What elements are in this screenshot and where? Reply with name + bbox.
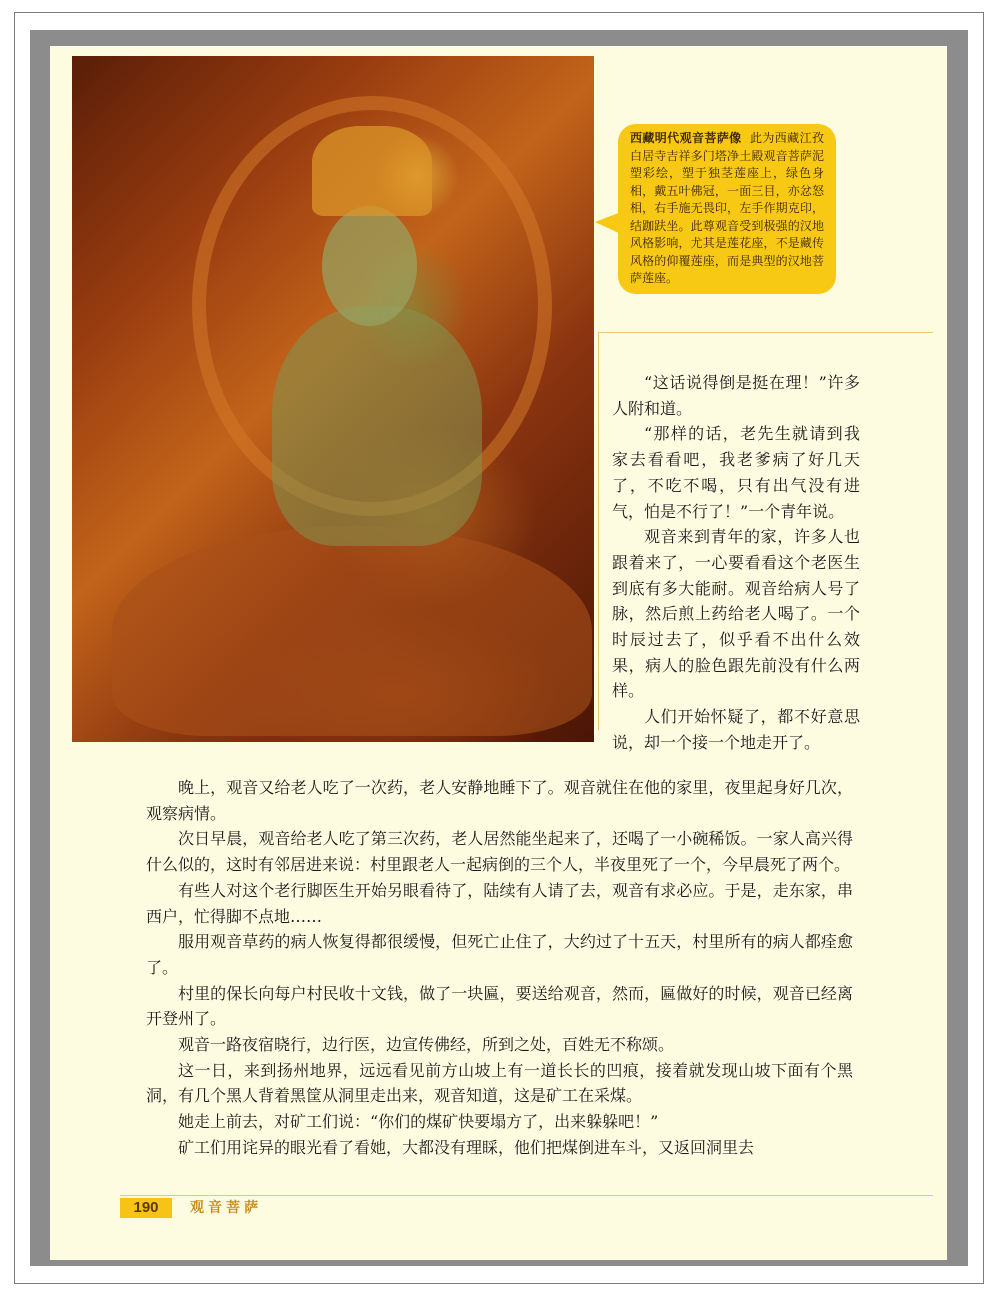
paragraph: 次日早晨，观音给老人吃了第三次药，老人居然能坐起来了，还喝了一小碗稀饭。一家人高兴得什么似的，这时有邻居进来说：村里跟老人一起病倒的三个人，半夜里死了一个，今早晨死了两个。 — [146, 829, 853, 875]
paragraph: “这话说得倒是挺在理！”许多人附和道。 — [612, 373, 860, 418]
page-number: 190 — [120, 1198, 172, 1218]
caption-title: 西藏明代观音菩萨像 — [630, 131, 742, 145]
paragraph: 有些人对这个老行脚医生开始另眼看待了，陆续有人请了去，观音有求必应。于是，走东家，串西户，忙得脚不点地…… — [146, 880, 853, 926]
paragraph: 晚上，观音又给老人吃了一次药，老人安静地睡下了。观音就住在他的家里，夜里起身好几次，观察病情。 — [146, 778, 853, 823]
divider-vertical — [598, 332, 599, 730]
paragraph: 她走上前去，对矿工们说：“你们的煤矿快要塌方了，出来躲躲吧！” — [178, 1112, 659, 1132]
running-title: 观音菩萨 — [190, 1200, 262, 1216]
photo-lotus-seat — [112, 526, 592, 736]
caption-text: 此为西藏江孜白居寺吉祥多门塔净土殿观音菩萨泥塑彩绘，塑于独茎莲座上，绿色身相，戴五叶佛冠，一面三目，亦忿怒相，右手施无畏印，左手作期克印，结跏趺坐。此尊观音受到极强的汉地风格影响，尤其是莲花座，不是藏传风格的仰覆莲座，而是典型的汉地菩萨莲座。 — [630, 131, 824, 285]
paragraph: “那样的话，老先生就请到我家去看看吧，我老爹病了好几天了，不吃不喝，只有出气没有进气，怕是不行了！”一个青年说。 — [612, 424, 860, 521]
photo-figure-body — [272, 306, 482, 546]
main-body-text — [146, 775, 853, 1161]
photo-caption — [618, 124, 836, 294]
paragraph: 服用观音草药的病人恢复得都很缓慢，但死亡止住了，大约过了十五天，村里所有的病人都痊愈了。 — [146, 932, 853, 977]
photo-crown — [312, 126, 432, 216]
guanyin-statue-photo — [72, 56, 594, 742]
paragraph: 人们开始怀疑了，都不好意思说，却一个接一个地走开了。 — [612, 707, 860, 752]
divider-horizontal — [598, 332, 933, 333]
side-column-text — [612, 370, 860, 756]
paragraph: 观音一路夜宿晓行，边行医，边宣传佛经，所到之处，百姓无不称颂。 — [178, 1035, 675, 1055]
paragraph: 村里的保长向每户村民收十文钱，做了一块匾，要送给观音，然而，匾做好的时候，观音已经离开登州了。 — [146, 983, 853, 1029]
footer-rule — [120, 1195, 933, 1196]
paragraph: 这一日，来到扬州地界，远远看见前方山坡上有一道长长的凹痕，接着就发现山坡下面有个黑洞，有几个黑人背着黑筐从洞里走出来，观音知道，这是矿工在采煤。 — [146, 1060, 853, 1106]
paragraph: 矿工们用诧异的眼光看了看她，大都没有理睬，他们把煤倒进车斗，又返回洞里去 — [178, 1137, 755, 1157]
paragraph: 观音来到青年的家，许多人也跟着来了，一心要看看这个老医生到底有多大能耐。观音给病人号了脉，然后煎上药给老人喝了。一个时辰过去了，似乎看不出什么效果，病人的脸色跟先前没有什么两样。 — [612, 527, 860, 701]
photo-figure-head — [322, 206, 417, 326]
